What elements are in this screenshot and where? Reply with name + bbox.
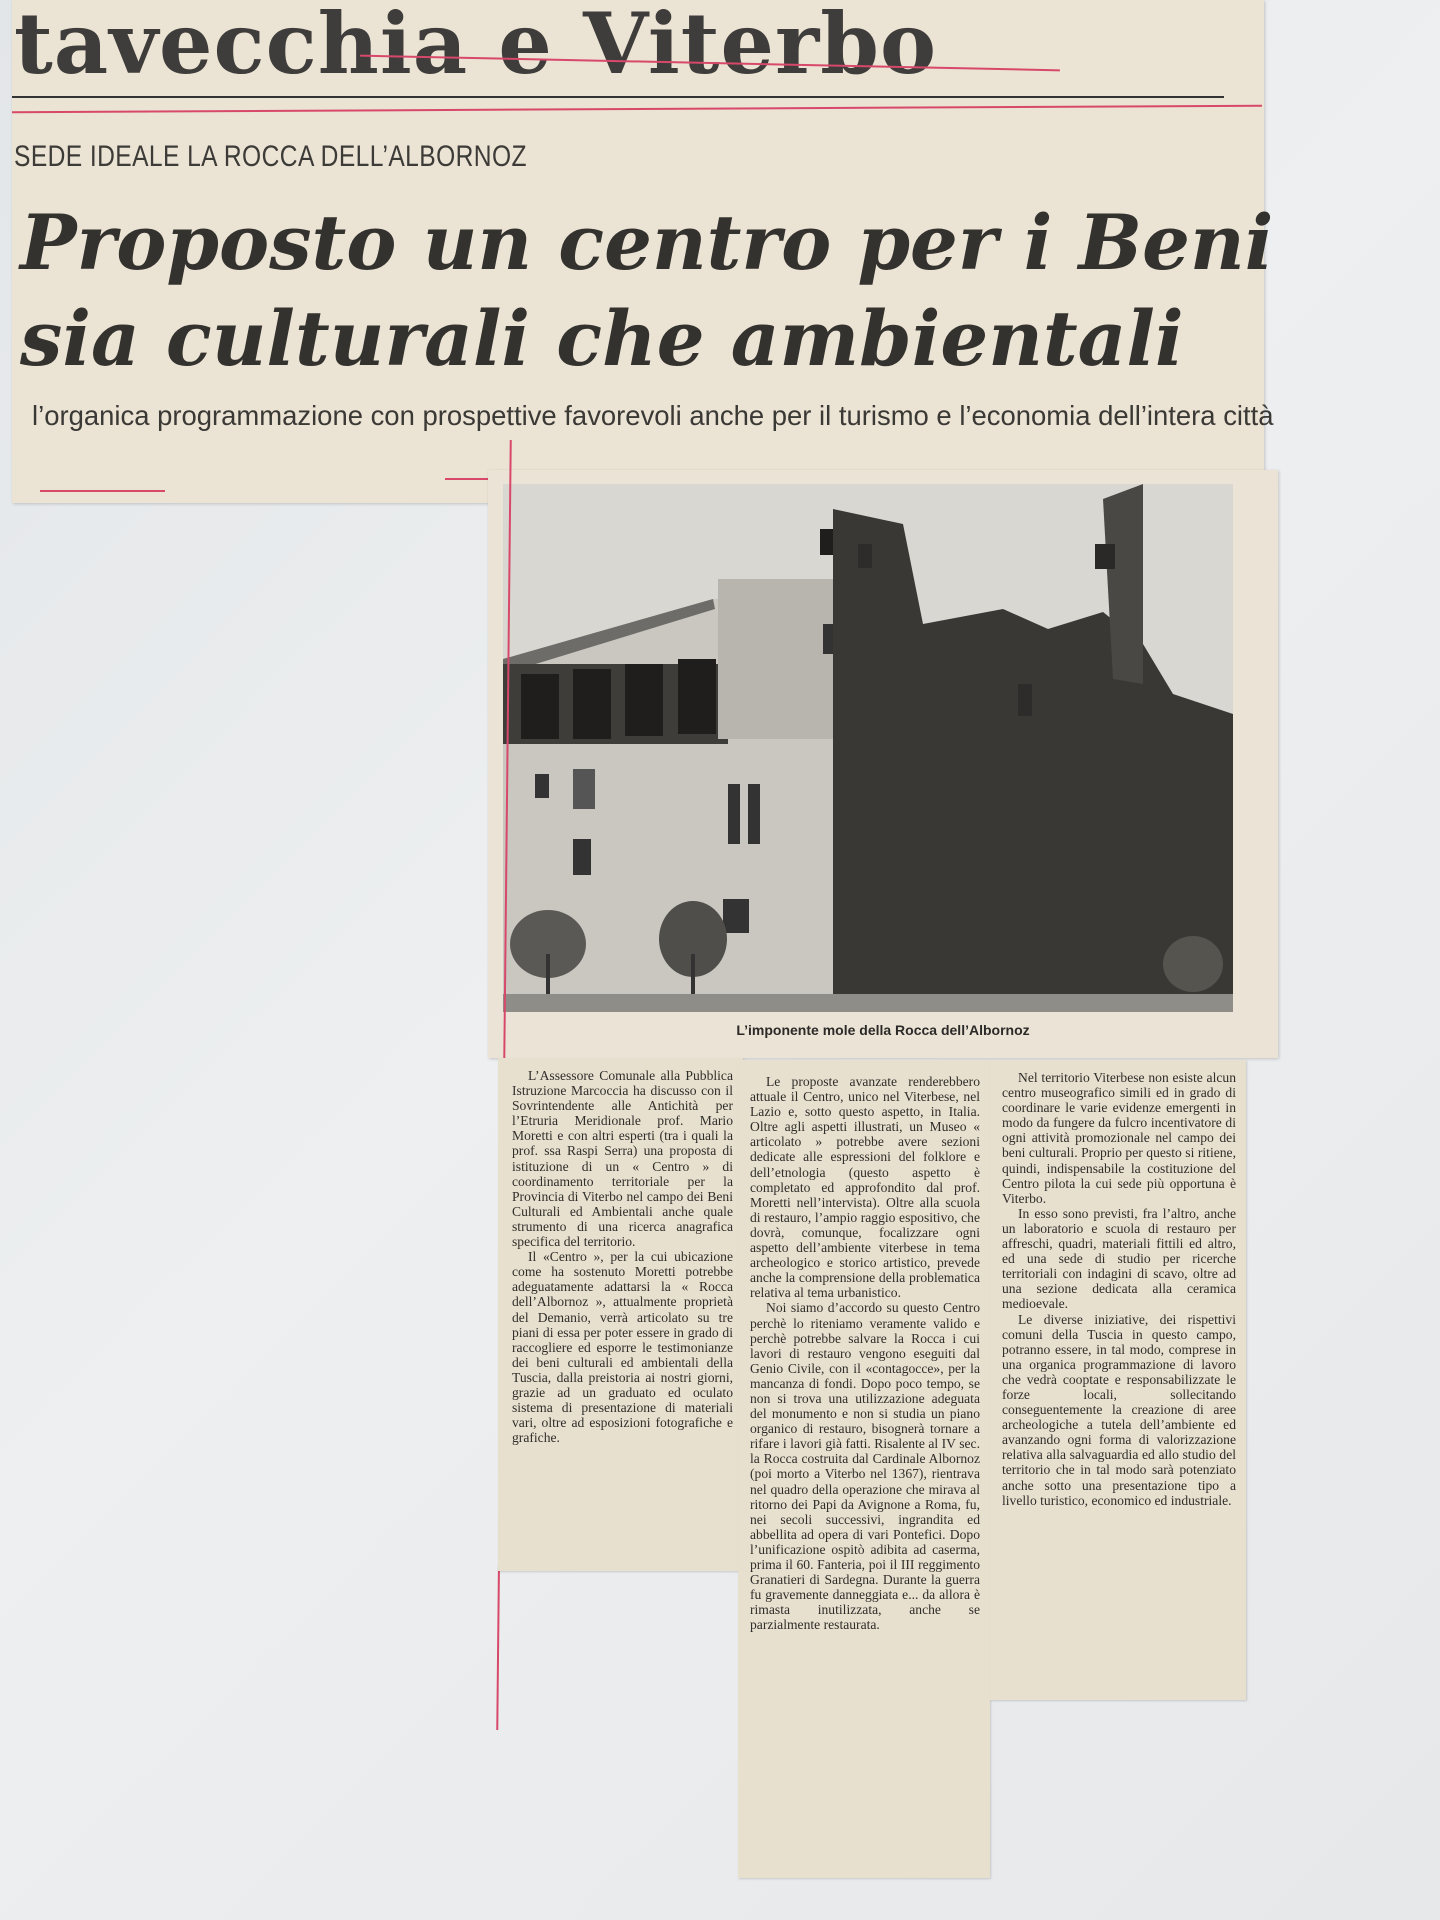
deck: l’organica programmazione con prospettive favorevoli anche per il turismo e l’economia dell’intera città xyxy=(32,400,1274,431)
masthead-rule xyxy=(12,96,1224,98)
headline-line-2: sia culturali che ambientali xyxy=(20,294,1184,383)
rocca-photo xyxy=(503,484,1233,1012)
header-clipping xyxy=(12,0,1274,503)
headline-line-1: Proposto un centro per i Beni xyxy=(20,198,1274,287)
red-marker-line xyxy=(40,490,165,492)
paragraph: Le proposte avanzate renderebbero attuale il Centro, unico nel Viterbese, nel Lazio e, sotto questo aspetto, in Italia. Oltre agli aspetti illustrati, un Museo « articolato » potrebbe avere sezioni dedicate alle espressioni del folklore e dell’etnologia (questo aspetto è completato ed approfondito dal prof. Moretti nell’intervista). Oltre alla scuola di restauro, l’ampio raggio espositivo, che dovrà, comunque, focalizzare ogni aspetto dell’ambiente viterbese in tema archeologico e storico artistico, prevede anche la comprensione della problematica relativa al tema urbanistico. xyxy=(750,1074,980,1301)
rocca-illustration xyxy=(503,484,1233,1012)
kicker: SEDE IDEALE LA ROCCA DELL’ALBORNOZ xyxy=(14,140,527,173)
paragraph: Noi siamo d’accordo su questo Centro perchè lo riteniamo veramente valido e perchè potrebbe salvare la Rocca i cui lavori di restauro vengono eseguiti dal Genio Civile, con il «contagocce», per la mancanza di fondi. Dopo poco tempo, se non si trova una utilizzazione adeguata del monumento e non si studia un piano organico di restauro, bisognerà tornare a rifare i lavori già fatti. Risalente al IV sec. la Rocca costruita dal Cardinale Albornoz (poi morto a Viterbo nel 1367), rientrava nel quadro della operazione che mirava al ritorno dei Papi da Avignone a Roma, fu, nei secoli successivi, ingrandita ed abbellita ad opera di vari Pontefici. Dopo l’unificazione ospitò adibita ad caserma, prima il 60. Fanteria, poi il III reggimento Granatieri di Sardegna. Durante la guerra fu gravemente danneggiata e... da allora è rimasta inutilizzata, anche se parzialmente restaurata. xyxy=(750,1300,980,1633)
paragraph: L’Assessore Comunale alla Pubblica Istruzione Marcoccia ha discusso con il Sovrintendente alle Antichità per l’Etruria Meridionale prof. Mario Moretti e con altri esperti (tra i quali la prof. ssa Raspi Serra) una proposta di istituzione di un « Centro » di coordinamento territoriale per la Provincia di Viterbo nel campo dei Beni Culturali ed Ambientali anche quale strumento di una ricerca anagrafica specifica del territorio. xyxy=(512,1068,733,1250)
paragraph: Le diverse iniziative, dei rispettivi comuni della Tuscia in questo campo, potranno essere, in tal modo, comprese in una organica programmazione di lavoro che vedrà cooptate e responsabilizzate le forze locali, sollecitando conseguentemente la creazione di aree archeologiche a tutela dell’ambiente ed avanzando ogni forma di valorizzazione relativa alla salvaguardia ed allo studio del territorio che in tal modo sarà potenziato anche sotto una presentazione tipo a livello turistico, economico ed industriale. xyxy=(1002,1311,1236,1508)
paragraph: In esso sono previsti, fra l’altro, anche un laboratorio e scuola di restauro per affreschi, quadri, materiali fittili ed altro, ed una sede di studio per ricerche territoriali con indagini di scavo, oltre ad una sezione dedicata alla ceramica medioevale. xyxy=(1002,1205,1236,1312)
article-column-1 xyxy=(498,1058,743,1571)
headline xyxy=(20,195,1274,387)
photo-clipping xyxy=(488,470,1278,1058)
paragraph: Nel territorio Viterbese non esiste alcun centro museografico simili ed in grado di coordinare le varie evidenze emergenti in modo da fungere da fulcro incentivatore di ogni attività promozionale nel campo dei beni culturali. Proprio per questo si ritiene, quindi, indispensabile la costituzione del Centro pilota la cui sede più opportuna è Viterbo. xyxy=(1002,1070,1236,1206)
article-column-3 xyxy=(990,1060,1246,1700)
paragraph: Il «Centro », per la cui ubicazione come ha sostenuto Moretti potrebbe adeguatamente adattarsi la « Rocca dell’Albornoz », attualmente proprietà del Demanio, verrà articolato su tre piani di essa per poter essere in grado di raccogliere ed esporre le testimonianze dei beni culturali ed ambientali della Tuscia, dalla preistoria ai nostri giorni, grazie ad un graduato ed oculato sistema di presentazione di materiali vari, oltre ad esposizioni fotografiche e grafiche. xyxy=(512,1249,733,1446)
masthead: tavecchia e Viterbo xyxy=(14,0,937,93)
photo-caption: L’imponente mole della Rocca dell’Albornoz xyxy=(736,1022,1030,1038)
article-column-2 xyxy=(738,1060,990,1878)
